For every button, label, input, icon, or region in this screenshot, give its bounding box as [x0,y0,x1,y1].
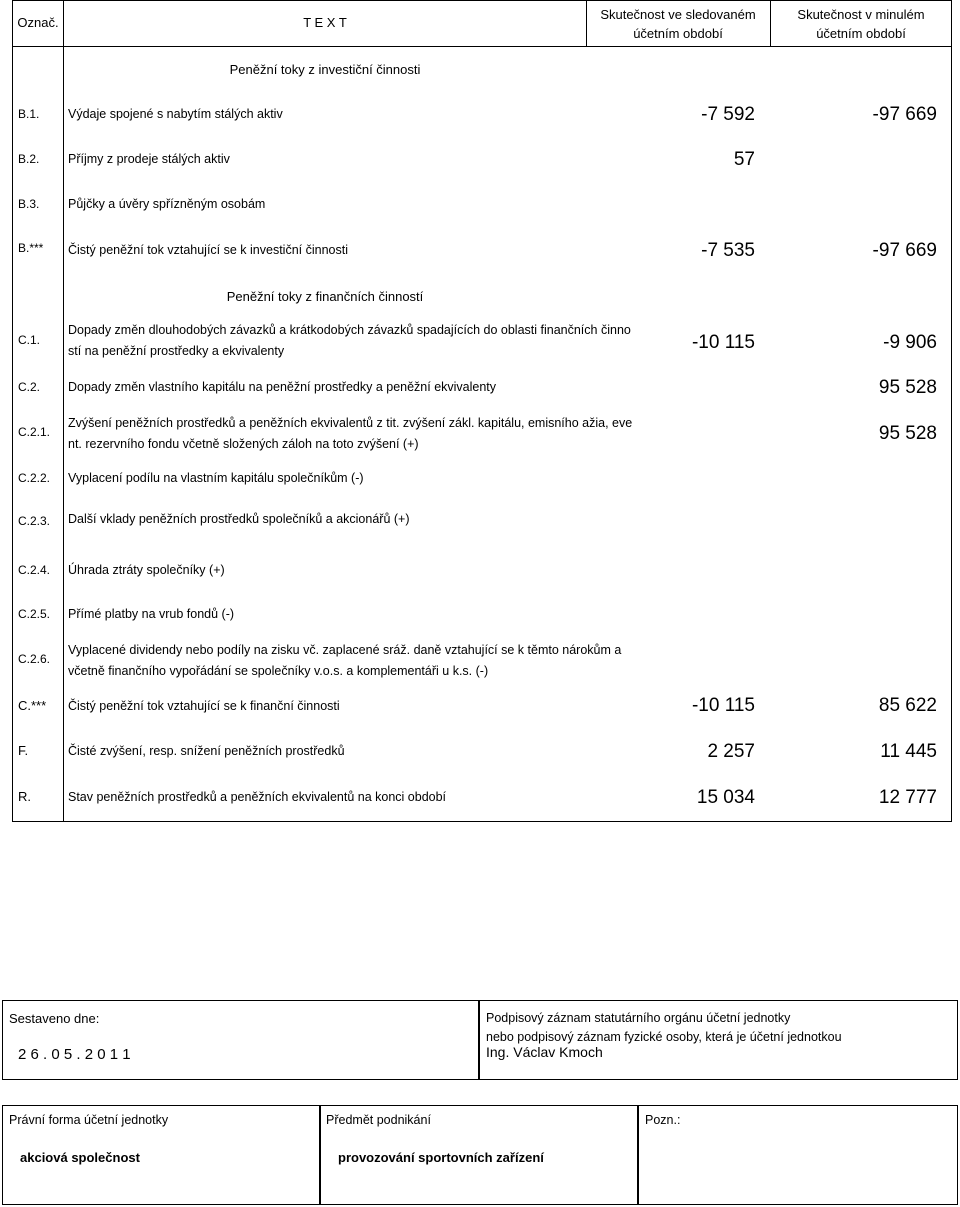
row-code: B.2. [18,152,40,166]
value-previous: 12 777 [878,787,937,808]
row-text: Stav peněžních prostředků a peněžních ekvivalentů na konci období [68,790,447,804]
row-code: C.2. [18,380,41,394]
row-text: Čistý peněžní tok vztahující se k finanční činnosti [68,699,340,713]
value-current: -10 115 [691,695,755,716]
section-financing: Peněžní toky z finančních činností [226,289,424,304]
compiled-label: Sestaveno dne: [9,1011,100,1026]
value-previous: 95 528 [878,377,937,398]
header-text: T E X T [303,15,347,30]
row-text: Dopady změn vlastního kapitálu na peněžní prostředky a peněžní ekvivalenty [68,380,497,394]
value-current: -7 592 [701,104,755,125]
compiled-date: 2 6 . 0 5 . 2 0 1 1 [18,1046,131,1063]
row-code: C.2.2. [18,471,51,485]
row-text: Vyplacené dividendy nebo podíly na zisku vč. zaplacené sráž. daně vztahující se k těmto nárokům a včetně finančního vypořádání se společníky v.o.s. a komplementáři u k.s. (-) [68,643,622,678]
row-text: Přímé platby na vrub fondů (-) [68,607,235,621]
header-bottom-line [12,46,952,47]
row-code: R. [18,789,31,804]
note-label: Pozn.: [645,1113,681,1127]
signature-label: Podpisový záznam statutárního orgánu účetní jednotky nebo podpisový záznam fyzické osoby, která je účetní jednotkou [486,1011,842,1044]
legal-form-label: Právní forma účetní jednotky [9,1113,169,1127]
section-investment: Peněžní toky z investiční činnosti [229,62,421,77]
header-code: Označ. [17,15,59,30]
value-previous: 95 528 [878,423,937,444]
row-text: Výdaje spojené s nabytím stálých aktiv [68,107,283,121]
header-previous-period: Skutečnost v minulém účetním období [797,7,925,41]
row-text: Další vklady peněžních prostředků společníků a akcionářů (+) [68,512,410,526]
row-text: Zvýšení peněžních prostředků a peněžních ekvivalentů z tit. zvýšení zákl. kapitálu, emisního ažia, eve nt. rezervního fondu včetně složených záloh na toto zvýšení (+) [68,416,633,451]
value-previous: 85 622 [878,695,937,716]
row-code: C.2.3. [18,514,51,528]
row-text: Dopady změn dlouhodobých závazků a krátkodobých závazků spadajících do oblasti finančních činno stí na peněžní prostředky a ekvivalenty [68,323,631,358]
value-current: 2 257 [707,741,755,762]
value-current: 57 [733,149,755,170]
signature-name: Ing. Václav Kmoch [486,1044,603,1060]
row-text: Úhrada ztráty společníky (+) [68,563,225,577]
note-box [638,1105,958,1205]
business-value: provozování sportovních zařízení [338,1150,544,1165]
row-code: B.3. [18,197,40,211]
row-code: F. [18,743,29,758]
value-current: 15 034 [696,787,755,808]
row-code: C.2.1. [18,425,51,439]
row-code: C.2.6. [18,652,51,666]
value-current: -7 535 [701,240,755,261]
col-divider [63,0,64,822]
row-code: C.2.4. [18,563,51,577]
value-previous: 11 445 [880,741,937,762]
row-text: Čistý peněžní tok vztahující se k investiční činnosti [68,243,348,257]
value-previous: -97 669 [872,240,937,261]
row-code: C.*** [18,698,47,713]
business-label: Předmět podnikání [326,1113,431,1127]
row-text: Čisté zvýšení, resp. snížení peněžních prostředků [68,744,345,758]
row-text: Půjčky a úvěry spřízněným osobám [68,197,266,211]
row-text: Vyplacení podílu na vlastním kapitálu společníkům (-) [68,471,364,485]
row-code: B.*** [18,241,44,255]
row-code: C.1. [18,333,41,347]
value-previous: -9 906 [883,332,937,353]
legal-form-value: akciová společnost [20,1150,140,1165]
value-current: -10 115 [691,332,755,353]
row-code: B.1. [18,107,40,121]
value-previous: -97 669 [872,104,937,125]
header-current-period: Skutečnost ve sledovaném účetním období [600,7,756,41]
row-code: C.2.5. [18,607,51,621]
row-text: Příjmy z prodeje stálých aktiv [68,152,230,166]
